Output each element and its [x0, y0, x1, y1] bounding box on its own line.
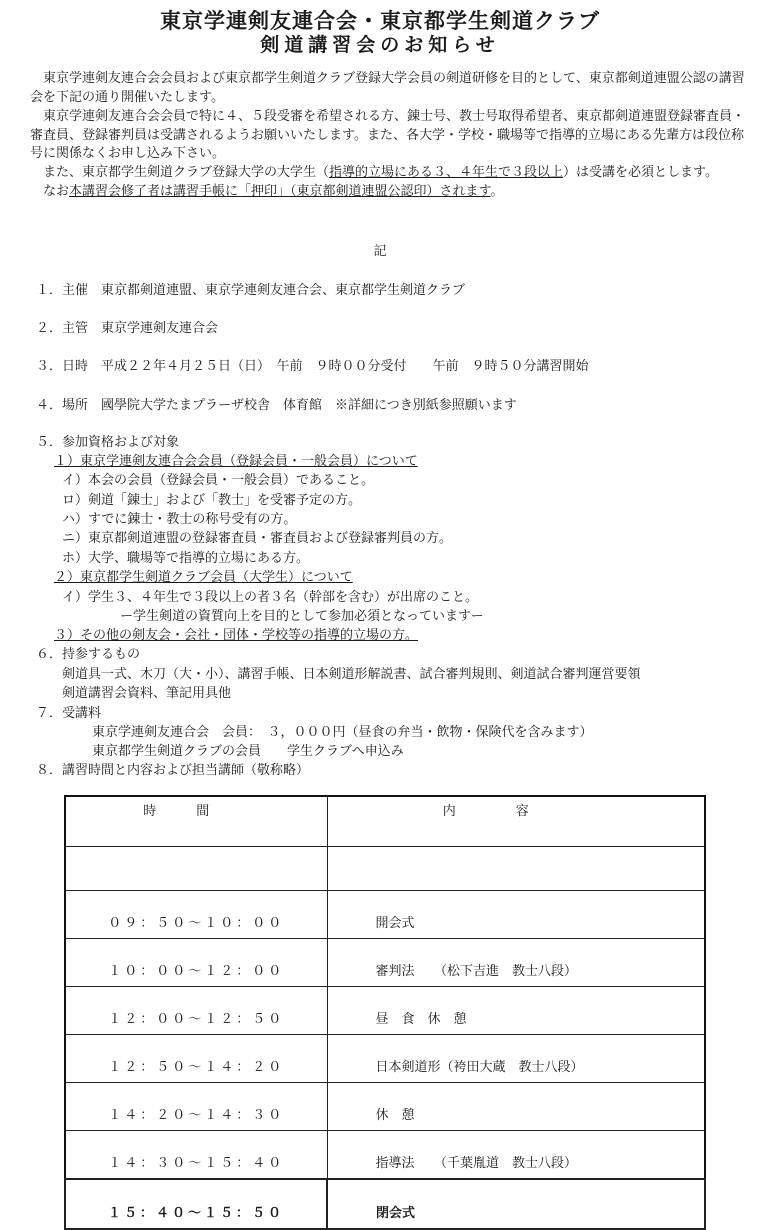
document-title: 東京学連剣友連合会・東京都学生剣道クラブ	[160, 8, 600, 33]
table-row	[65, 1131, 705, 1180]
bring-line-2: 剣道講習会資料、筆記用具他	[62, 686, 232, 701]
schedule-header-time: 時間	[65, 796, 327, 847]
intro-paragraph-4	[30, 183, 745, 202]
schedule-time: ０９：５０〜１０：００	[65, 891, 327, 939]
schedule-time: １５：４０〜１５：５０	[65, 1179, 327, 1229]
item-bring: ６．持参するもの	[36, 647, 141, 662]
schedule-time: １４：３０〜１５：４０	[65, 1131, 327, 1180]
schedule-content: 審判法 （松下吉進 教士八段）	[327, 939, 705, 987]
schedule-header-row	[65, 796, 705, 847]
item-datetime: ３．日時 平成２２年４月２５日（日） 午前 ９時００分受付 午前 ９時５０分講習開始	[36, 359, 589, 374]
schedule-content: 日本剣道形（袴田大蔵 教士八段）	[327, 1035, 705, 1083]
item-manager: ２．主管 東京学連剣友連合会	[36, 321, 219, 336]
fee-line-2: 東京都学生剣道クラブの会員 学生クラブへ申込み	[92, 744, 404, 759]
intro-section	[30, 70, 745, 202]
schedule-time: １２：５０〜１４：２０	[65, 1035, 327, 1083]
schedule-content: 閉会式	[327, 1179, 705, 1229]
item-venue: ４．場所 國學院大学たまプラーザ校舎 体育館 ※詳細につき別紙参照願います	[36, 398, 517, 413]
document-subtitle: 剣道講習会のお知らせ	[260, 34, 500, 56]
intro-p3-underlined: 指導的立場にある３、４年生で３段以上	[329, 165, 564, 181]
schedule-time: １２：００〜１２：５０	[65, 987, 327, 1035]
schedule-content: 指導法 （千葉胤道 教士八段）	[327, 1131, 705, 1180]
table-row	[65, 1179, 705, 1229]
item-fee: ７．受講料	[36, 706, 102, 721]
schedule-blank-cell	[327, 847, 705, 891]
intro-p4-text-b: 。	[490, 184, 504, 200]
table-row	[65, 1035, 705, 1083]
intro-paragraph-2: 東京学連剣友連合会会員で特に４、５段受審を希望される方、錬士号、教士号取得希望者、東京都剣道連盟登録審査員・審査員、登録審判員は受講されるようお願いいたします。また、各大学・学校・職場等で指導的立場にある先輩方は段位称号に関係なくお申し込み下さい。	[30, 108, 746, 162]
intro-p4-text-a: なお	[43, 184, 70, 200]
eligibility-1-d: ニ）東京都剣道連盟の登録審査員・審査員および登録審判員の方。	[62, 531, 453, 546]
schedule-time: １４：２０〜１４：３０	[65, 1083, 327, 1131]
intro-p4-underlined: 本講習会修了者は講習手帳に「押印」（東京都剣道連盟公認印）されます	[69, 184, 491, 200]
table-row	[65, 891, 705, 939]
schedule-content: 昼 食 休 憩	[327, 987, 705, 1035]
item-schedule: ８．講習時間と内容および担当講師（敬称略）	[36, 763, 310, 778]
eligibility-1-a: イ）本会の会員（登録会員・一般会員）であること。	[62, 473, 375, 488]
intro-p3-text-b: ）は受講を必須とします。	[563, 165, 718, 181]
eligibility-group-1: １）東京学連剣友連合会会員（登録会員・一般会員）について	[54, 454, 418, 469]
table-row	[65, 939, 705, 987]
table-row	[65, 1083, 705, 1131]
eligibility-2-note: ー学生剣道の資質向上を目的として参加必須となっていますー	[120, 609, 484, 624]
intro-paragraph-1: 東京学連剣友連合会会員および東京都学生剣道クラブ登録大学会員の剣道研修を目的として、東京都剣道連盟公認の講習会を下記の通り開催いたします。	[30, 71, 745, 105]
table-row	[65, 987, 705, 1035]
intro-paragraph-3	[30, 164, 745, 183]
eligibility-2-a: イ）学生３、４年生で３段以上の者３名（幹部を含む）が出席のこと。	[62, 590, 479, 605]
bring-line-1: 剣道具一式、木刀（大・小）、講習手帳、日本剣道形解説書、試合審判規則、剣道試合審判運営要領	[62, 667, 641, 682]
item-eligibility: ５．参加資格および対象	[36, 435, 180, 450]
schedule-time: １０：００〜１２：００	[65, 939, 327, 987]
eligibility-1-c: ハ）すでに錬士・教士の称号受有の方。	[62, 512, 297, 527]
schedule-content: 休 憩	[327, 1083, 705, 1131]
schedule-header-content: 内容	[327, 796, 705, 847]
ki-heading: 記	[373, 244, 387, 259]
item-organizer: １．主催 東京都剣道連盟、東京学連剣友連合会、東京都学生剣道クラブ	[36, 283, 466, 298]
schedule-content: 開会式	[327, 891, 705, 939]
schedule-blank-cell	[65, 847, 327, 891]
intro-p3-text-a: また、東京都学生剣道クラブ登録大学の大学生（	[43, 165, 330, 181]
eligibility-group-3: ３）その他の剣友会・会社・団体・学校等の指導的立場の方。	[54, 628, 419, 643]
schedule-blank-row	[65, 847, 705, 891]
eligibility-1-e: ホ）大学、職場等で指導的立場にある方。	[62, 551, 310, 566]
fee-line-1: 東京学連剣友連合会 会員： ３，０００円（昼食の弁当・飲物・保険代を含みます）	[92, 725, 593, 740]
eligibility-group-2: ２）東京都学生剣道クラブ会員（大学生）について	[54, 570, 353, 585]
eligibility-1-b: ロ）剣道「錬士」および「教士」を受審予定の方。	[62, 493, 362, 508]
